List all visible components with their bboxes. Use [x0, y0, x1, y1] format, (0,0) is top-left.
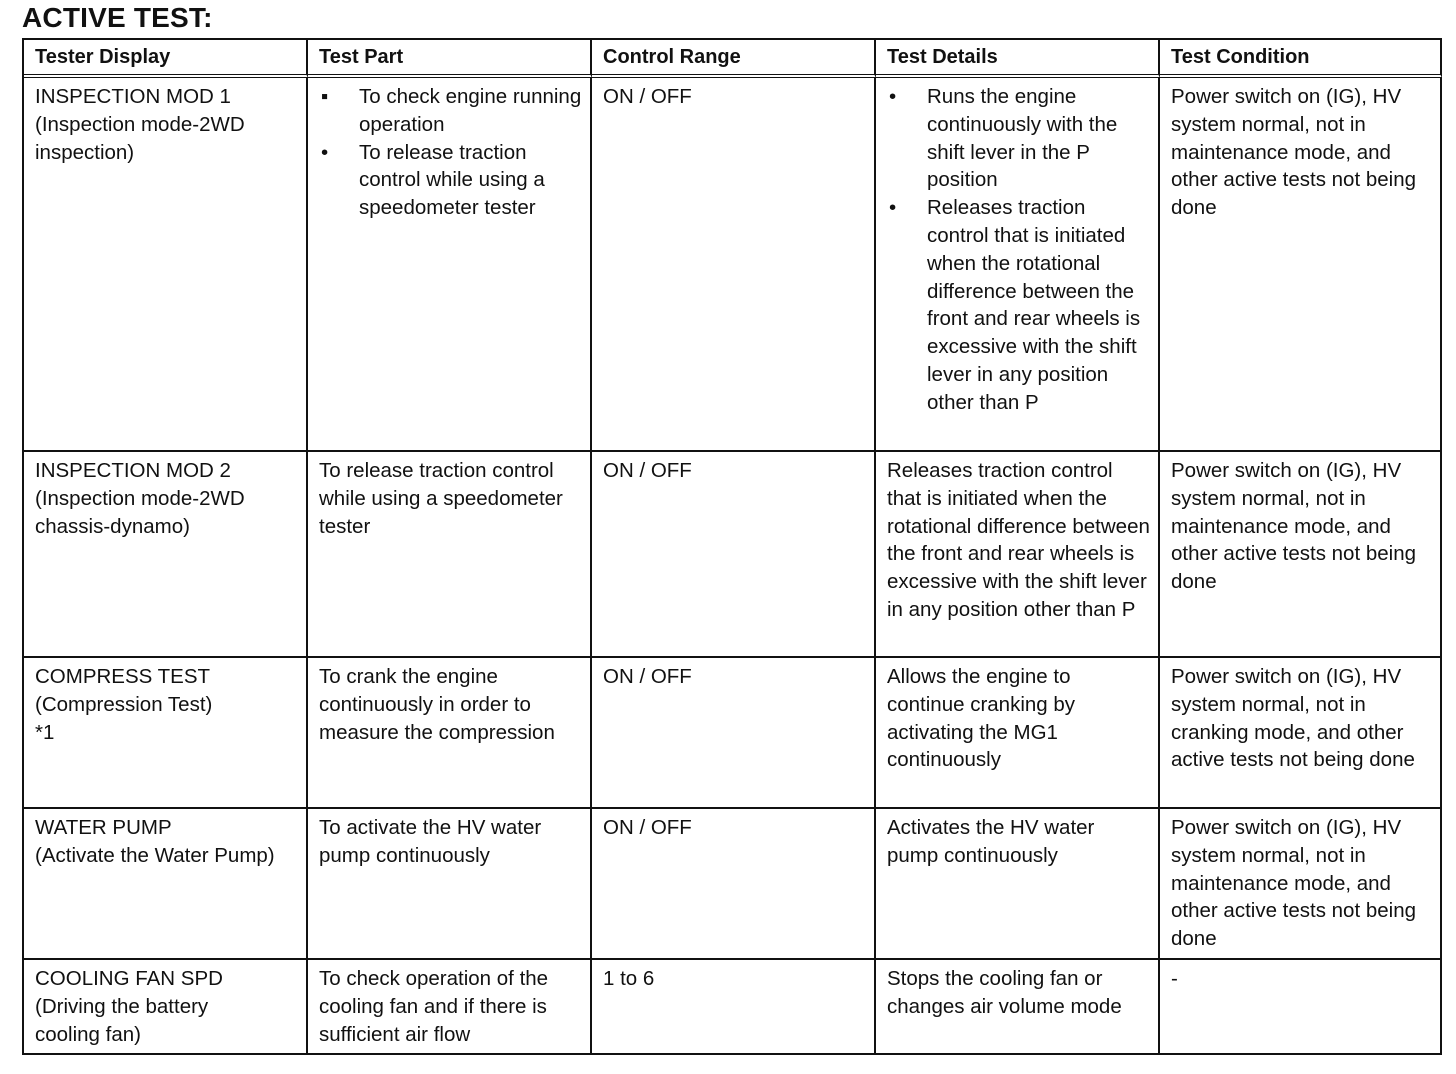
- page-title: ACTIVE TEST:: [22, 2, 213, 33]
- table-row: [24, 809, 1442, 960]
- tester-display-cell: COMPRESS TEST (Compression Test) *1: [24, 658, 308, 809]
- control-range-cell: ON / OFF: [592, 809, 876, 960]
- bullet-item: • Releases traction control that is initiated when the rotational difference between the front and rear wheels is excessive with the shift lever in any position other than P: [887, 194, 1150, 416]
- column-header-control-range: Control Range: [592, 40, 876, 78]
- test-part-cell: To release traction control while using a speedometer tester: [308, 452, 592, 658]
- test-part-cell: [308, 78, 592, 452]
- table-row: [24, 960, 1442, 1055]
- control-range-cell: 1 to 6: [592, 960, 876, 1055]
- control-range-cell: ON / OFF: [592, 452, 876, 658]
- bullet-item: ▪ To check engine running operation: [319, 83, 582, 139]
- control-range-cell: ON / OFF: [592, 78, 876, 452]
- tester-display-cell: WATER PUMP (Activate the Water Pump): [24, 809, 308, 960]
- test-condition-cell: Power switch on (IG), HV system normal, not in maintenance mode, and other active tests not being done: [1160, 78, 1442, 452]
- test-condition-cell: Power switch on (IG), HV system normal, not in maintenance mode, and other active tests not being done: [1160, 452, 1442, 658]
- column-header-tester-display: Tester Display: [24, 40, 308, 78]
- test-condition-cell: Power switch on (IG), HV system normal, not in cranking mode, and other active tests not being done: [1160, 658, 1442, 809]
- test-part-bullet-list: [319, 83, 582, 222]
- test-details-cell: Stops the cooling fan or changes air volume mode: [876, 960, 1160, 1055]
- column-header-test-details: Test Details: [876, 40, 1160, 78]
- test-details-cell: Allows the engine to continue cranking by activating the MG1 continuously: [876, 658, 1160, 809]
- table-row: [24, 452, 1442, 658]
- test-condition-cell: -: [1160, 960, 1442, 1055]
- test-details-bullet-list: [887, 83, 1150, 417]
- control-range-cell: ON / OFF: [592, 658, 876, 809]
- bullet-item: • Runs the engine continuously with the shift lever in the P position: [887, 83, 1150, 194]
- test-part-cell: To check operation of the cooling fan and if there is sufficient air flow: [308, 960, 592, 1055]
- column-header-test-condition: Test Condition: [1160, 40, 1442, 78]
- table-row: [24, 658, 1442, 809]
- tester-display-cell: INSPECTION MOD 2 (Inspection mode-2WD chassis-dynamo): [24, 452, 308, 658]
- test-part-cell: To crank the engine continuously in order to measure the compression: [308, 658, 592, 809]
- column-header-test-part: Test Part: [308, 40, 592, 78]
- active-test-table: [22, 38, 1442, 1055]
- tester-display-cell: COOLING FAN SPD (Driving the battery cooling fan): [24, 960, 308, 1055]
- test-details-cell: Releases traction control that is initiated when the rotational difference between the front and rear wheels is excessive with the shift lever in any position other than P: [876, 452, 1160, 658]
- test-details-cell: Activates the HV water pump continuously: [876, 809, 1160, 960]
- test-condition-cell: Power switch on (IG), HV system normal, not in maintenance mode, and other active tests not being done: [1160, 809, 1442, 960]
- tester-display-cell: INSPECTION MOD 1 (Inspection mode-2WD inspection): [24, 78, 308, 452]
- bullet-item: • To release traction control while using a speedometer tester: [319, 139, 582, 222]
- test-details-cell: [876, 78, 1160, 452]
- test-part-cell: To activate the HV water pump continuously: [308, 809, 592, 960]
- table-row: [24, 78, 1442, 452]
- header-row: [24, 40, 1442, 78]
